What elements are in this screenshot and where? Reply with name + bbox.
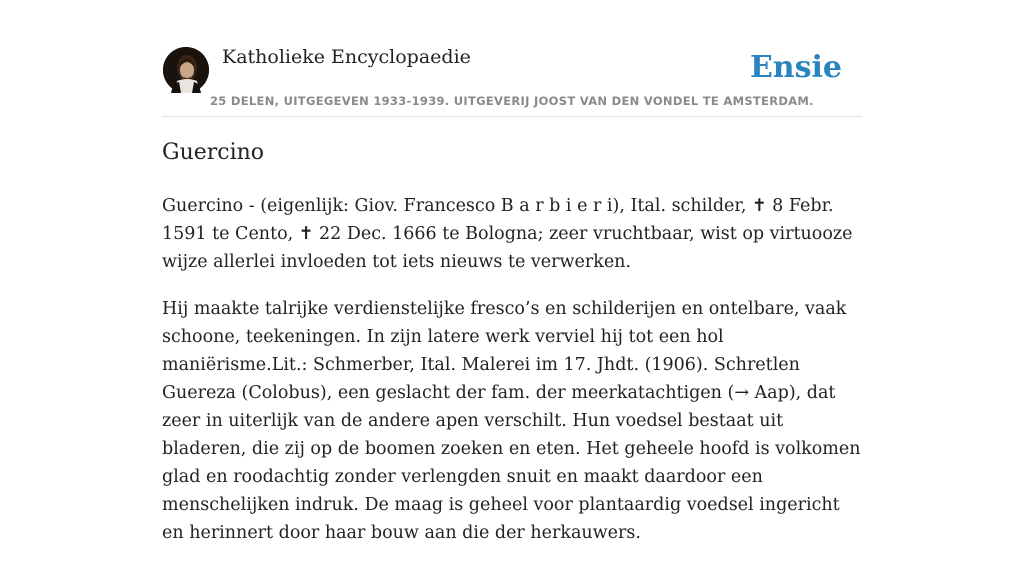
article-paragraph: Guercino - (eigenlijk: Giov. Francesco B a r b i e r i), Ital. schilder, ✝ 8 Febr. 1591 te Cento, ✝ 22 Dec. 1666 te Bologna; zeer vruchtbaar, wist op virtuooze wijze allerlei invloeden tot iets nieuws te verwerken.	[162, 196, 853, 272]
site-title[interactable]: Katholieke Encyclopaedie	[222, 46, 471, 68]
portrait-icon	[163, 47, 209, 93]
article-title: Guercino	[162, 140, 265, 165]
site-tagline: 25 DELEN, UITGEGEVEN 1933-1939. UITGEVERIJ JOOST VAN DEN VONDEL TE AMSTERDAM.	[210, 94, 814, 108]
article-paragraph: Hij maakte talrijke verdienstelijke fresco’s en schilderijen en ontelbare, vaak schoone, teekeningen. In zijn latere werk verviel hij tot een hol maniërisme.Lit.: Schmerber, Ital. Malerei im 17. Jhdt. (1906). Schretlen Guereza (Colobus), een geslacht der fam. der meerkatachtigen (→ Aap), dat zeer in uiterlijk van de andere apen verschilt. Hun voedsel bestaat uit bladeren, die zij op de boomen zoeken en eten. Het geheele hoofd is volkomen glad en roodachtig zonder verlengden snuit en maakt daardoor een menschelijken indruk. De maag is geheel voor plantaardig voedsel ingericht en herinnert door haar bouw aan die der herkauwers.	[162, 299, 861, 543]
site-header	[162, 44, 862, 117]
brand-logo-link[interactable]: Ensie	[749, 50, 842, 85]
article-body	[162, 192, 862, 566]
portrait-avatar[interactable]	[163, 47, 209, 93]
